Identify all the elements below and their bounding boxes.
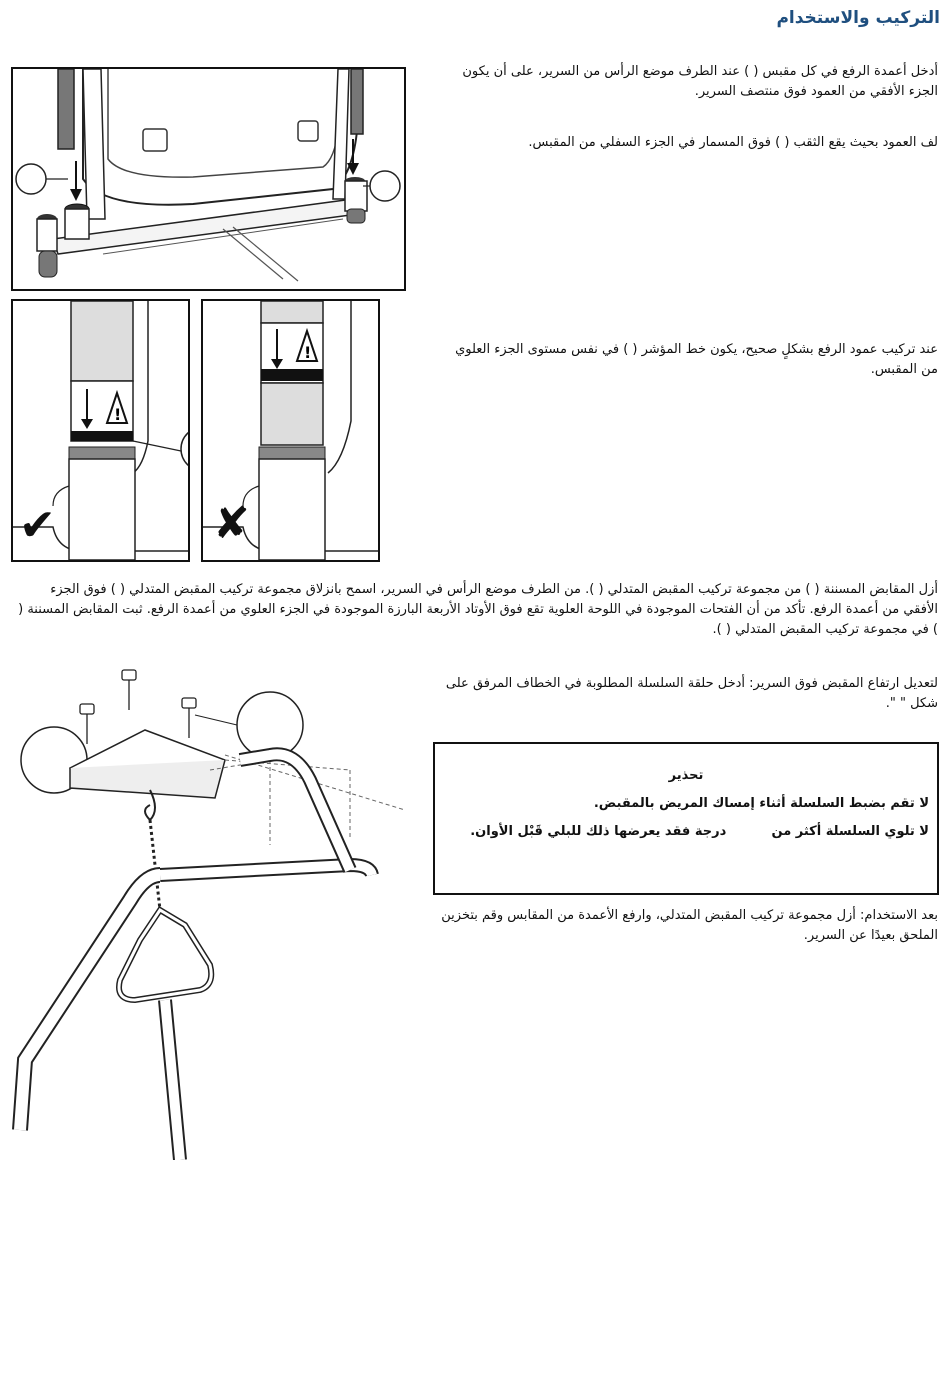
figure-pole-insertion (11, 67, 406, 291)
warning-box (433, 742, 939, 895)
figure-correct-install (11, 299, 190, 562)
step6-text: بعد الاستخدام: أزل مجموعة تركيب المقبض المتدلي، وارفع الأعمدة من المقابس وقم بتخزين الملحق بعيدًا عن السرير. (441, 908, 938, 943)
warning-line-2: لا تلوي السلسلة أكثر من درجة فقد يعرضها ذلك للبلي قَبْل الأوان. (470, 824, 929, 839)
step4-text: أزل المقابض المسننة ( ) من مجموعة تركيب المقبض المتدلي ( ). من الطرف موضع الرأس في السرير، اسمح بانزلاق مجموعة تركيب المقبض المتدلي ( ) فوق الجزء الأفقي من أعمدة الرفع. تأكد من أن الفتحات الموجودة في اللوحة العلوية تقع فوق الأوتاد الأربعة البارزة الموجودة في الجزء العلوي من أعمدة الرفع. ثبت المقابض المسننة ( ) في مجموعة تركيب المقبض المتدلي ( ). (18, 582, 938, 637)
step5-text: لتعديل ارتفاع المقبض فوق السرير: أدخل حلقة السلسلة المطلوبة في الخطاف المرفق على شكل " ". (445, 676, 938, 711)
figure-trapeze-assembly (10, 660, 415, 1160)
incorrect-cross-icon: ✘ (213, 498, 250, 549)
svg-text:!: ! (114, 405, 122, 424)
step2-text: لف العمود بحيث يقع الثقب ( ) فوق المسمار في الجزء السفلي من المقبس. (528, 135, 938, 150)
step3-text: عند تركيب عمود الرفع بشكلٍ صحيح، يكون خط المؤشر ( ) في نفس مستوى الجزء العلوي من المقبس. (455, 342, 938, 377)
page-title: التركيب والاستخدام (776, 8, 940, 28)
warning-line-1: لا تقم بضبط السلسلة أثناء إمساك المريض بالمقبض. (593, 796, 929, 811)
warning-title: تحذير (668, 768, 704, 783)
svg-text:!: ! (304, 343, 312, 362)
step1-text: أدخل أعمدة الرفع في كل مقبس ( ) عند الطرف موضع الرأس من السرير، على أن يكون الجزء الأفقي من العمود فوق منتصف السرير. (462, 64, 938, 99)
correct-check-icon: ✔ (19, 500, 56, 551)
figure-incorrect-install (201, 299, 380, 562)
